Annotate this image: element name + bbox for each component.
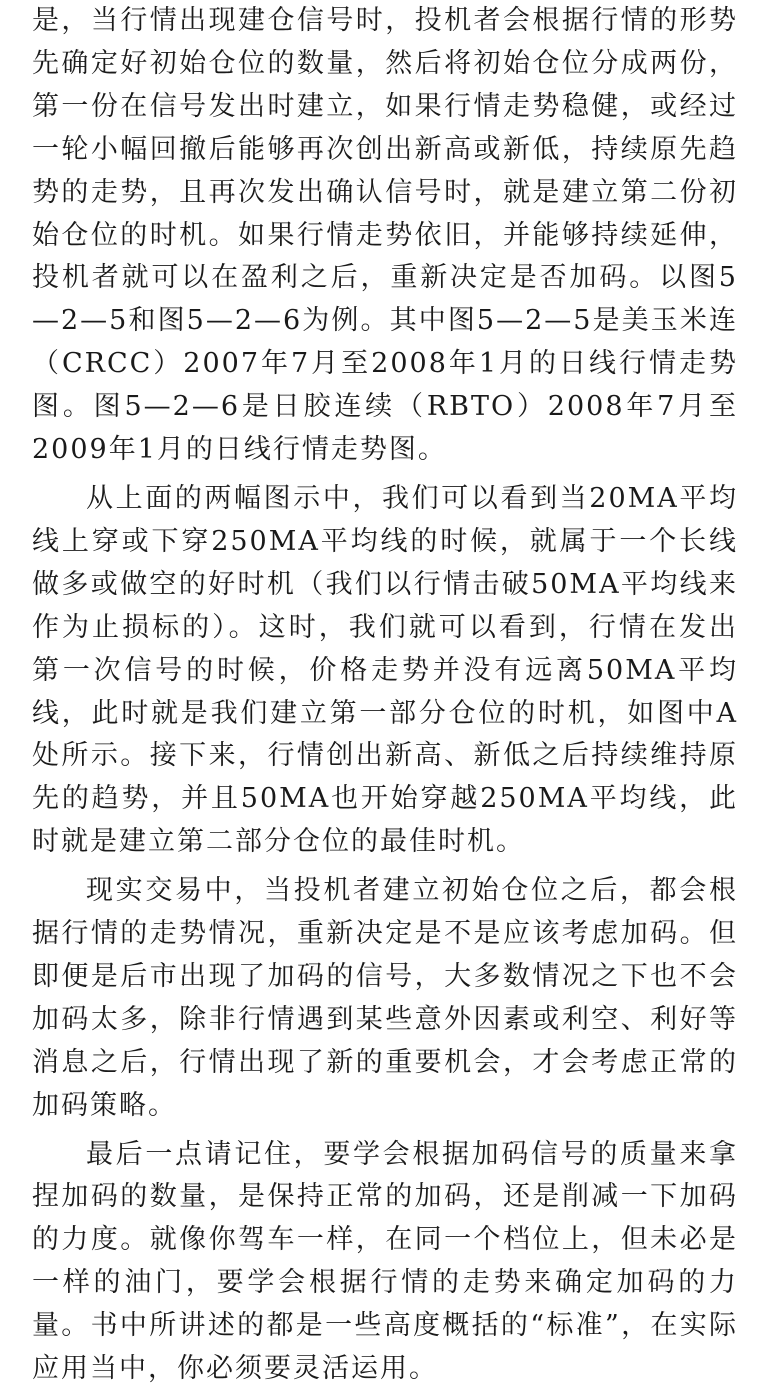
paragraph-4: 最后一点请记住，要学会根据加码信号的质量来拿捏加码的数量，是保持正常的加码，还是削减一下加码的力度。就像你驾车一样，在同一个档位上，但未必是一样的油门，要学会根据行情的走势来确定加码的力量。书中所讲述的都是一些高度概括的“标准”，在实际应用当中，你必须要灵活运用。 xyxy=(32,1138,738,1385)
body-text xyxy=(32,0,738,1397)
paragraph-1: 是，当行情出现建仓信号时，投机者会根据行情的形势先确定好初始仓位的数量，然后将初始仓位分成两份，第一份在信号发出时建立，如果行情走势稳健，或经过一轮小幅回撤后能够再次创出新高或新低，持续原先趋势的走势，且再次发出确认信号时，就是建立第二份初始仓位的时机。如果行情走势依旧，并能够持续延伸，投机者就可以在盈利之后，重新决定是否加码。以图5—2—5和图5—2—6为例。其中图5—2—5是美玉米连（CRCC）2007年7月至2008年1月的日线行情走势图。图5—2—6是日胶连续（RBTO）2008年7月至2009年1月的日线行情走势图。 xyxy=(32,5,738,466)
paragraph-2: 从上面的两幅图示中，我们可以看到当20MA平均线上穿或下穿250MA平均线的时候，就属于一个长线做多或做空的好时机（我们以行情击破50MA平均线来作为止损标的）。这时，我们就可以看到，行情在发出第一次信号的时候，价格走势并没有远离50MA平均线，此时就是我们建立第一部分仓位的时机，如图中A处所示。接下来，行情创出新高、新低之后持续维持原先的趋势，并且50MA也开始穿越250MA平均线，此时就是建立第二部分仓位的最佳时机。 xyxy=(32,482,739,858)
paragraph-3: 现实交易中，当投机者建立初始仓位之后，都会根据行情的走势情况，重新决定是不是应该考虑加码。但即便是后市出现了加码的信号，大多数情况之下也不会加码太多，除非行情遇到某些意外因素或利空、利好等消息之后，行情出现了新的重要机会，才会考虑正常的加码策略。 xyxy=(32,875,738,1121)
